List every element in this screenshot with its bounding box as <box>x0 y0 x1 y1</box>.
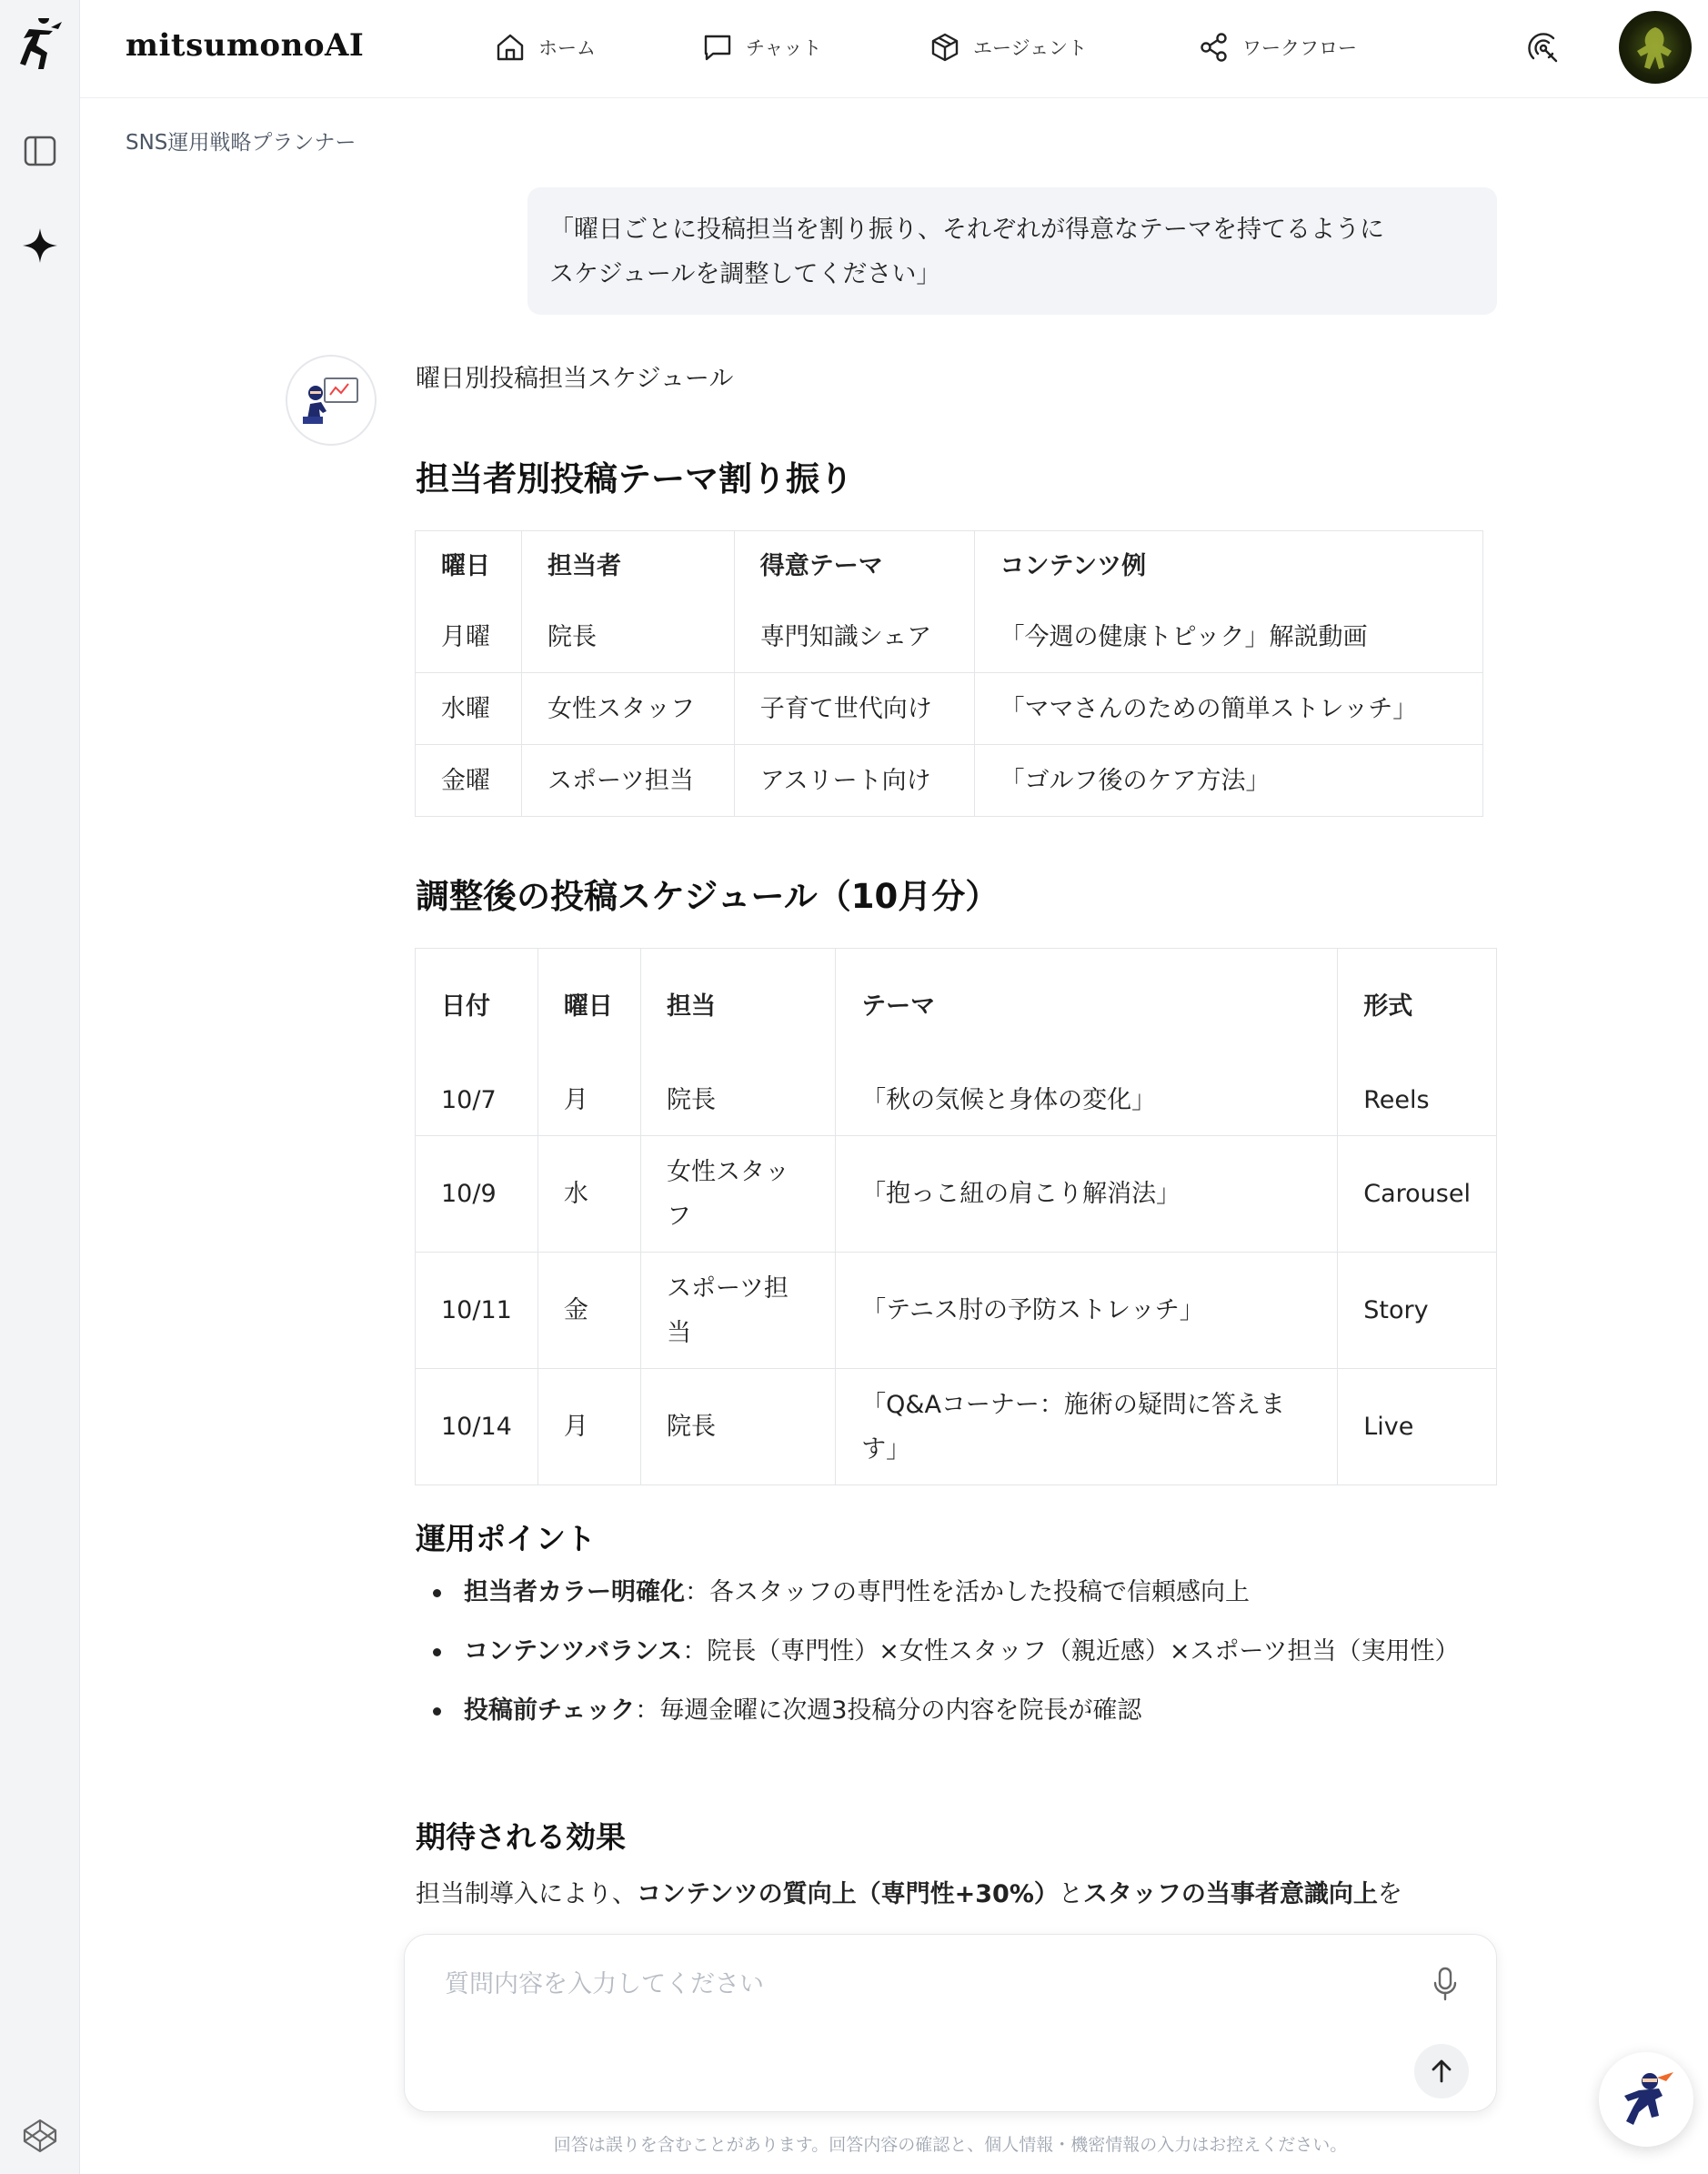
ninja-logo-icon[interactable] <box>13 18 67 73</box>
table-cell: 「抱っこ紐の肩こり解消法」 <box>836 1136 1338 1253</box>
effect-pre: 担当制導入により、 <box>416 1880 637 1908</box>
effect-text <box>416 1872 1402 1917</box>
nav-agent[interactable] <box>929 27 1087 67</box>
point-title: 担当者カラー明確化 <box>464 1578 685 1606</box>
list-item <box>429 1629 1502 1674</box>
chat-icon <box>702 32 733 63</box>
section-title: 担当者別投稿テーマ割り振り <box>416 459 853 498</box>
ninja-teacher-icon <box>301 373 361 428</box>
effect-bold: コンテンツの質向上（専門性+30%） <box>637 1880 1059 1908</box>
nav-workflow[interactable] <box>1199 27 1357 67</box>
assistant-avatar <box>286 355 377 446</box>
table-cell: 月 <box>538 1369 640 1485</box>
point-text: ：毎週金曜に次週3投稿分の内容を院長が確認 <box>635 1696 1142 1725</box>
table-cell: 子育て世代向け <box>734 673 974 745</box>
table-cell: 月曜 <box>416 602 522 673</box>
user-message-line: スケジュールを調整してください」 <box>549 260 941 288</box>
point-text: ：院長（専門性）×女性スタッフ（親近感）×スポーツ担当（実用性） <box>682 1637 1460 1666</box>
share-icon <box>1199 32 1230 63</box>
arrow-up-icon <box>1428 2058 1455 2085</box>
table-header-cell: 曜日 <box>416 531 522 602</box>
section-title: 調整後の投稿スケジュール（10月分） <box>416 877 1000 916</box>
table-cell: アスリート向け <box>734 745 974 817</box>
table-cell: 月 <box>538 1065 640 1136</box>
table-cell: 院長 <box>521 602 734 673</box>
table-header-cell: 担当者 <box>521 531 734 602</box>
effect-post: を <box>1377 1880 1402 1908</box>
table-cell: 水曜 <box>416 673 522 745</box>
table-cell: Reels <box>1338 1065 1497 1136</box>
table-cell: Story <box>1338 1253 1497 1369</box>
table-cell: 女性スタッフ <box>521 673 734 745</box>
table-cell: スポーツ担当 <box>521 745 734 817</box>
table-header-cell: 日付 <box>416 949 538 1065</box>
table-cell: 院長 <box>640 1065 835 1136</box>
table-header-cell: 曜日 <box>538 949 640 1065</box>
table-row <box>416 1065 1497 1136</box>
table-cell: 「ゴルフ後のケア方法」 <box>974 745 1482 817</box>
table-cell: 女性スタッフ <box>640 1136 835 1253</box>
table-header-row <box>416 531 1483 602</box>
section-title: 運用ポイント <box>416 1521 596 1556</box>
points-list <box>429 1570 1502 1747</box>
table-row <box>416 1136 1497 1253</box>
ninja-mascot-icon <box>1612 2065 1681 2134</box>
home-icon <box>495 32 526 63</box>
list-item <box>429 1570 1502 1615</box>
section-title: 期待される効果 <box>416 1819 626 1855</box>
sidebar-toggle-icon[interactable] <box>13 124 67 178</box>
table-cell: 「今週の健康トピック」解説動画 <box>974 602 1482 673</box>
table-cell: 金 <box>538 1253 640 1369</box>
table-cell: Carousel <box>1338 1136 1497 1253</box>
table-cell: 10/11 <box>416 1253 538 1369</box>
response-intro: 曜日別投稿担当スケジュール <box>416 365 734 393</box>
table-cell: 「秋の気候と身体の変化」 <box>836 1065 1338 1136</box>
table-row <box>416 1253 1497 1369</box>
sparkle-icon[interactable] <box>13 218 67 273</box>
schedule-table <box>415 948 1497 1485</box>
nav-home-label: ホーム <box>538 37 596 59</box>
table-cell: 専門知識シェア <box>734 602 974 673</box>
left-rail <box>0 0 80 2174</box>
table-row <box>416 673 1483 745</box>
list-item <box>429 1688 1502 1733</box>
user-message-bubble <box>527 187 1497 315</box>
breadcrumb[interactable]: SNS運用戦略プランナー <box>126 131 357 155</box>
point-title: 投稿前チェック <box>464 1696 636 1725</box>
table-cell: 10/14 <box>416 1369 538 1485</box>
table-cell: 「ママさんのための簡単ストレッチ」 <box>974 673 1482 745</box>
table-cell: 金曜 <box>416 745 522 817</box>
cube-icon <box>929 32 960 63</box>
table-row <box>416 602 1483 673</box>
user-avatar[interactable] <box>1619 11 1692 84</box>
chat-input-box <box>404 1934 1497 2112</box>
table-header-cell: 得意テーマ <box>734 531 974 602</box>
table-cell: 10/7 <box>416 1065 538 1136</box>
table-header-cell: コンテンツ例 <box>974 531 1482 602</box>
table-cell: 院長 <box>640 1369 835 1485</box>
chat-input[interactable] <box>445 1966 1354 2002</box>
table-header-cell: 形式 <box>1338 949 1497 1065</box>
send-button[interactable] <box>1414 2044 1469 2099</box>
assignment-table <box>415 530 1483 817</box>
table-cell: 10/9 <box>416 1136 538 1253</box>
nav-agent-label: エージェント <box>973 37 1088 59</box>
top-header <box>80 0 1708 98</box>
mic-icon[interactable] <box>1427 1962 1463 2006</box>
effect-mid: と <box>1058 1880 1083 1908</box>
disclaimer: 回答は誤りを含むことがあります。回答内容の確認と、個人情報・機密情報の入力はお控えください。 <box>553 2135 1348 2155</box>
point-text: ：各スタッフの専門性を活かした投稿で信頼感向上 <box>685 1578 1250 1606</box>
table-cell: 水 <box>538 1136 640 1253</box>
nav-workflow-label: ワークフロー <box>1242 37 1357 59</box>
table-cell: 「テニス肘の予防ストレッチ」 <box>836 1253 1338 1369</box>
effect-bold: スタッフの当事者意識向上 <box>1082 1880 1378 1908</box>
brand-name: mitsumonoAI <box>126 27 365 64</box>
user-message-line: 「曜日ごとに投稿担当を割り振り、それぞれが得意なテーマを持てるように <box>549 216 1384 244</box>
nav-chat-label: チャット <box>746 37 822 59</box>
table-row <box>416 745 1483 817</box>
table-row <box>416 1369 1497 1485</box>
assistant-fab[interactable] <box>1599 2052 1693 2147</box>
table-cell: スポーツ担当 <box>640 1253 835 1369</box>
table-header-cell: 担当 <box>640 949 835 1065</box>
nav-chat[interactable] <box>702 27 821 67</box>
point-title: コンテンツバランス <box>464 1637 683 1666</box>
broadcast-icon[interactable] <box>1521 25 1566 71</box>
table-header-cell: テーマ <box>836 949 1338 1065</box>
table-cell: 「Q&Aコーナー：施術の疑問に答えます」 <box>836 1369 1338 1485</box>
table-header-row <box>416 949 1497 1065</box>
nav-home[interactable] <box>495 27 596 67</box>
table-cell: Live <box>1338 1369 1497 1485</box>
